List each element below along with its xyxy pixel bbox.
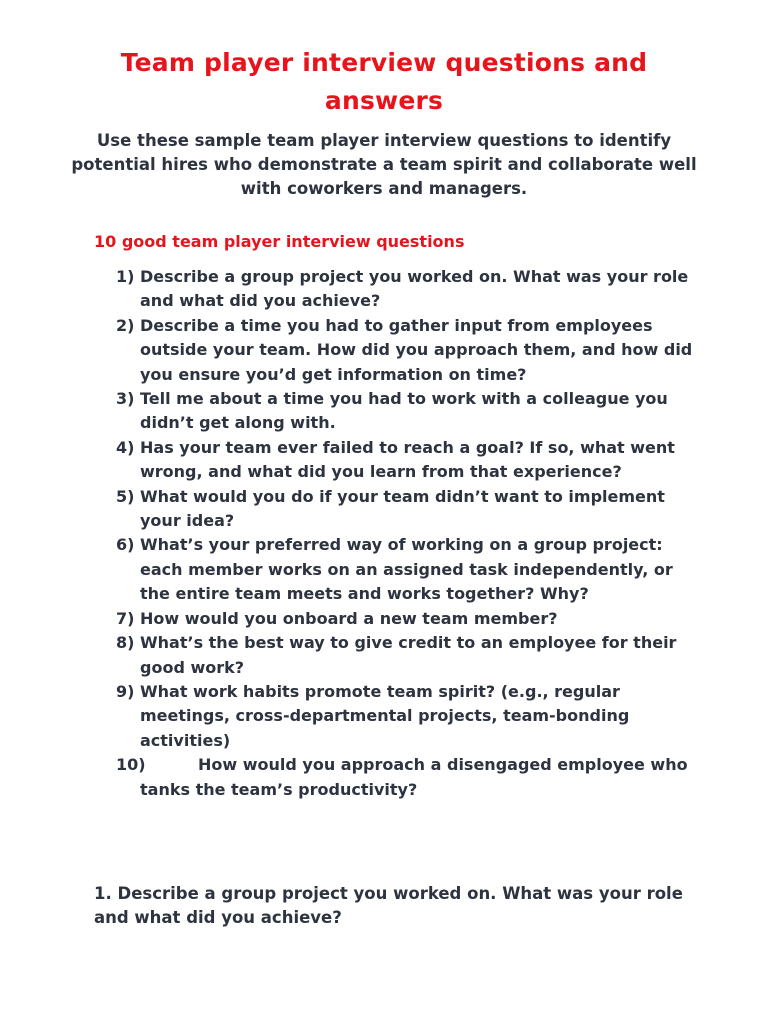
question-text: How would you onboard a new team member? (140, 608, 558, 628)
question-number: 3) (116, 389, 135, 409)
question-item (94, 533, 694, 606)
question-text: Describe a group project you worked on. What was your role and what did you achieve? (140, 267, 689, 311)
question-text: What would you do if your team didn’t want to implement your idea? (140, 486, 665, 531)
question-text: What’s your preferred way of working on a group project: each member works on an assigned task independently, or the entire team meets and works together? Why? (140, 535, 673, 604)
question-text: Tell me about a time you had to work with a colleague you didn’t get along with. (140, 389, 668, 433)
question-number: 6) (116, 535, 135, 555)
answer-section-heading: 1. Describe a group project you worked on. What was your role and what did you achieve? (94, 884, 683, 927)
question-item (94, 485, 694, 534)
question-number: 9) (116, 681, 135, 701)
question-number: 2) (116, 315, 135, 335)
question-number: 4) (116, 437, 135, 457)
question-item (94, 680, 694, 753)
question-text: How would you approach a disengaged employee who tanks the team’s productivity? (140, 755, 688, 799)
question-item (94, 314, 694, 387)
question-number: 10) (116, 755, 146, 775)
question-number: 1) (116, 267, 135, 286)
question-number: 5) (116, 486, 135, 506)
question-item (94, 436, 694, 485)
question-item (94, 387, 694, 436)
questions-section-heading: 10 good team player interview questions (94, 232, 465, 251)
question-item (94, 631, 694, 680)
question-item (94, 265, 694, 314)
question-number: 7) (116, 608, 135, 628)
question-text: Has your team ever failed to reach a goal? If so, what went wrong, and what did you learn from that experience? (140, 437, 675, 482)
questions-list (94, 265, 694, 802)
question-number: 8) (116, 633, 135, 653)
page-title: Team player interview questions and answers (120, 48, 648, 115)
question-item (94, 607, 694, 631)
question-item (94, 753, 694, 802)
question-text: What work habits promote team spirit? (e.g., regular meetings, cross-departmental projects, team-bonding activities) (140, 681, 630, 750)
question-text: Describe a time you had to gather input from employees outside your team. How did you approach them, and how did you ensure you’d get information on time? (140, 315, 693, 384)
question-text: What’s the best way to give credit to an employee for their good work? (140, 633, 677, 677)
intro-paragraph: Use these sample team player interview questions to identify potential hires who demonstrate a team spirit and collaborate well with coworkers and managers. (71, 131, 697, 198)
